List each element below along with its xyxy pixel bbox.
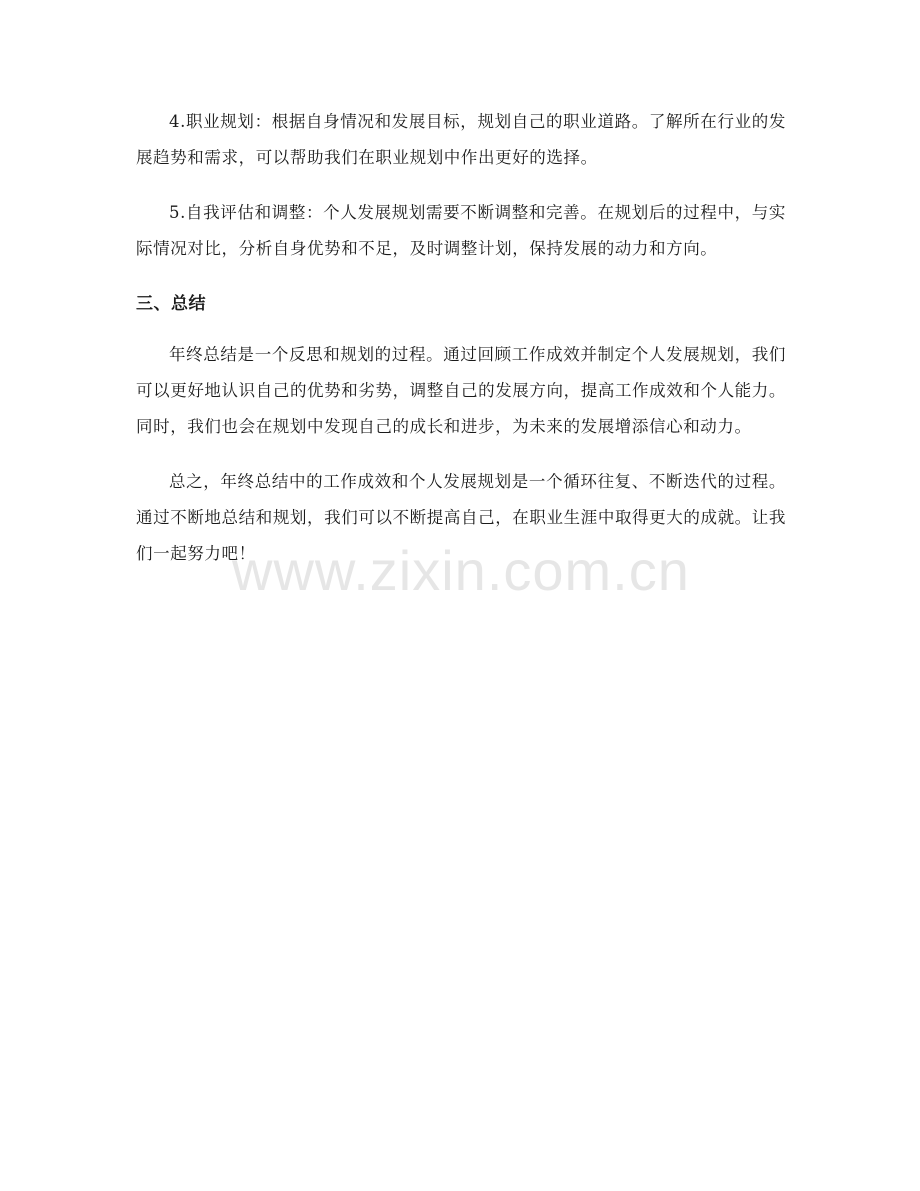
- watermark-text: www.zixin.com.cn: [232, 539, 690, 602]
- paragraph-career-planning: 4.职业规划：根据自身情况和发展目标，规划自己的职业道路。了解所在行业的发展趋势和需求，可以帮助我们在职业规划中作出更好的选择。: [136, 112, 786, 167]
- paragraph-self-assessment: 5.自我评估和调整：个人发展规划需要不断调整和完善。在规划后的过程中，与实际情况对比，分析自身优势和不足，及时调整计划，保持发展的动力和方向。: [136, 203, 786, 258]
- document-body: [136, 104, 786, 591]
- paragraph-summary: 年终总结是一个反思和规划的过程。通过回顾工作成效并制定个人发展规划，我们可以更好地认识自己的优势和劣势，调整自己的发展方向，提高工作成效和个人能力。同时，我们也会在规划中发现自己的成长和进步，为未来的发展增添信心和动力。: [136, 345, 786, 436]
- paragraph-conclusion: 总之，年终总结中的工作成效和个人发展规划是一个循环往复、不断迭代的过程。通过不断地总结和规划，我们可以不断提高自己，在职业生涯中取得更大的成就。让我们一起努力吧！: [136, 472, 786, 563]
- section-heading-summary: 三、总结: [136, 294, 206, 314]
